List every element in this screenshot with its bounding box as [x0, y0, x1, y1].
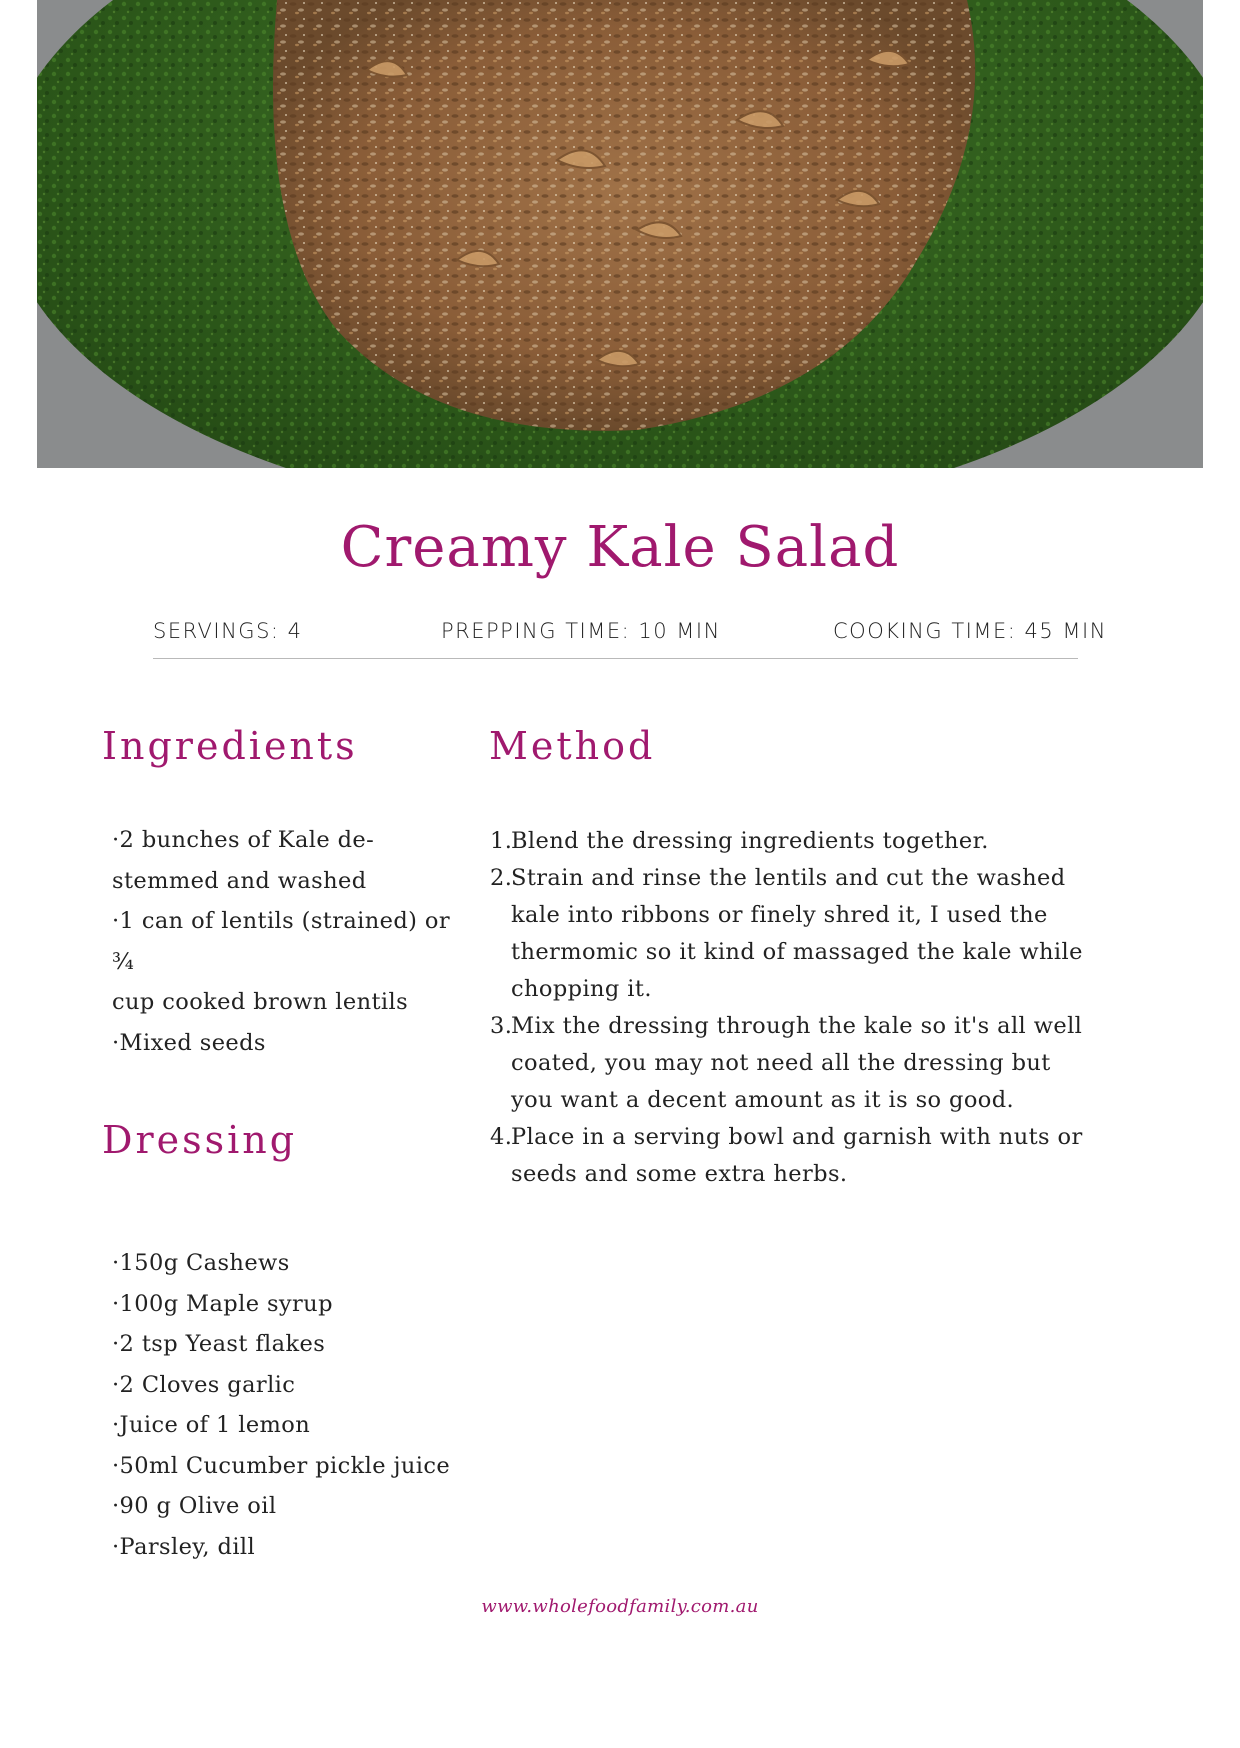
cook-time-label: COOKING TIME: 45 MIN — [833, 619, 1107, 643]
step-text: Strain and rinse the lentils and cut the washed kale into ribbons or finely shred it, I used the thermomic so it kind of massaged the kale while chopping it. — [511, 865, 1083, 1002]
method-step — [490, 1119, 1090, 1193]
ingredients-heading: Ingredients — [102, 724, 358, 768]
step-number: 2. — [490, 865, 513, 891]
list-item: ·Mixed seeds — [112, 1029, 266, 1056]
list-item: stemmed and washed — [112, 867, 367, 894]
step-text: Blend the dressing ingredients together. — [511, 828, 989, 854]
ingredients-list — [112, 820, 452, 1063]
step-number: 4. — [490, 1124, 513, 1150]
divider — [153, 658, 1078, 659]
salad-photo-icon — [37, 0, 1203, 468]
list-item: ·100g Maple syrup — [112, 1290, 333, 1317]
method-list — [490, 823, 1090, 1193]
method-heading: Method — [489, 724, 656, 768]
step-text: Mix the dressing through the kale so it's all well coated, you may not need all the dressing but you want a decent amount as it is so good. — [511, 1013, 1083, 1113]
list-item: ·Parsley, dill — [112, 1533, 256, 1560]
method-step — [490, 860, 1090, 1008]
list-item: ·Juice of 1 lemon — [112, 1412, 311, 1438]
list-item: ·2 Cloves garlic — [112, 1371, 296, 1398]
list-item: ·2 tsp Yeast flakes — [112, 1331, 326, 1357]
website-link[interactable]: www.wholefoodfamily.com.au — [481, 1596, 759, 1617]
dressing-heading: Dressing — [102, 1118, 298, 1162]
list-item: cup cooked brown lentils — [112, 989, 409, 1015]
step-text: Place in a serving bowl and garnish with nuts or seeds and some extra herbs. — [511, 1124, 1083, 1187]
list-item: ·150g Cashews — [112, 1250, 290, 1276]
prep-time-label: PREPPING TIME: 10 MIN — [441, 619, 721, 643]
method-step — [490, 823, 1090, 860]
servings-label: SERVINGS: 4 — [153, 619, 303, 643]
list-item: ·90 g Olive oil — [112, 1493, 277, 1519]
step-number: 3. — [490, 1013, 513, 1039]
method-step — [490, 1008, 1090, 1119]
list-item: ·2 bunches of Kale de- — [112, 827, 375, 853]
step-number: 1. — [490, 828, 513, 854]
list-item: ·1 can of lentils (strained) or ¾ — [112, 908, 451, 975]
salad-photo — [37, 0, 1203, 468]
list-item: ·50ml Cucumber pickle juice — [112, 1452, 451, 1479]
page-title: Creamy Kale Salad — [340, 515, 900, 580]
dressing-list — [112, 1243, 452, 1567]
